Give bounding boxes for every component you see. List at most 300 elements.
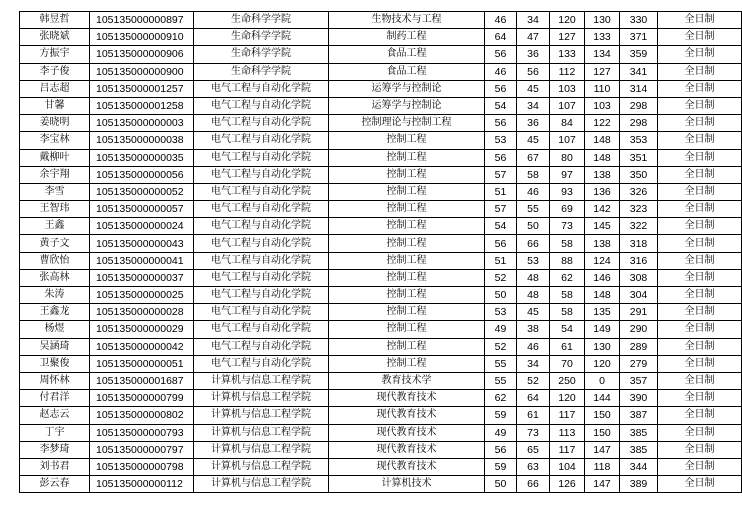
politics-score-cell: 55 <box>485 355 517 372</box>
school-cell: 生命科学学院 <box>194 63 329 80</box>
table-row <box>20 407 742 424</box>
exam-id-cell: 105135000000906 <box>90 46 194 63</box>
major-cell: 运筹学与控制论 <box>329 80 485 97</box>
subject1-score-cell: 97 <box>550 166 585 183</box>
subject1-score-cell: 54 <box>550 321 585 338</box>
total-score-cell: 316 <box>620 252 658 269</box>
exam-id-cell: 105135000001258 <box>90 97 194 114</box>
foreign-language-score-cell: 63 <box>517 458 550 475</box>
major-cell: 现代教育技术 <box>329 390 485 407</box>
exam-id-cell: 105135000000035 <box>90 149 194 166</box>
subject1-score-cell: 126 <box>550 476 585 493</box>
politics-score-cell: 50 <box>485 287 517 304</box>
major-cell: 控制工程 <box>329 218 485 235</box>
table-row <box>20 390 742 407</box>
exam-id-cell: 105135000000042 <box>90 338 194 355</box>
school-cell: 电气工程与自动化学院 <box>194 149 329 166</box>
exam-id-cell: 105135000001257 <box>90 80 194 97</box>
exam-id-cell: 105135000000052 <box>90 183 194 200</box>
politics-score-cell: 52 <box>485 338 517 355</box>
school-cell: 电气工程与自动化学院 <box>194 166 329 183</box>
study-mode-cell: 全日制 <box>658 458 742 475</box>
politics-score-cell: 56 <box>485 46 517 63</box>
major-cell: 制药工程 <box>329 29 485 46</box>
subject2-score-cell: 149 <box>585 321 620 338</box>
study-mode-cell: 全日制 <box>658 304 742 321</box>
foreign-language-score-cell: 34 <box>517 12 550 29</box>
major-cell: 控制工程 <box>329 321 485 338</box>
exam-id-cell: 105135000000025 <box>90 287 194 304</box>
exam-id-cell: 105135000000051 <box>90 355 194 372</box>
subject2-score-cell: 145 <box>585 218 620 235</box>
subject2-score-cell: 146 <box>585 269 620 286</box>
table-row <box>20 12 742 29</box>
exam-id-cell: 105135000000799 <box>90 390 194 407</box>
subject2-score-cell: 103 <box>585 97 620 114</box>
subject1-score-cell: 112 <box>550 63 585 80</box>
school-cell: 电气工程与自动化学院 <box>194 287 329 304</box>
exam-id-cell: 105135000000024 <box>90 218 194 235</box>
subject2-score-cell: 122 <box>585 115 620 132</box>
table-row <box>20 269 742 286</box>
study-mode-cell: 全日制 <box>658 390 742 407</box>
politics-score-cell: 54 <box>485 218 517 235</box>
exam-id-cell: 105135000000037 <box>90 269 194 286</box>
subject1-score-cell: 93 <box>550 183 585 200</box>
study-mode-cell: 全日制 <box>658 183 742 200</box>
major-cell: 控制理论与控制工程 <box>329 115 485 132</box>
subject2-score-cell: 110 <box>585 80 620 97</box>
subject2-score-cell: 148 <box>585 287 620 304</box>
school-cell: 计算机与信息工程学院 <box>194 390 329 407</box>
table-row <box>20 218 742 235</box>
study-mode-cell: 全日制 <box>658 269 742 286</box>
table-row <box>20 252 742 269</box>
name-cell: 吴涵琦 <box>20 338 90 355</box>
major-cell: 控制工程 <box>329 149 485 166</box>
total-score-cell: 318 <box>620 235 658 252</box>
subject1-score-cell: 120 <box>550 12 585 29</box>
name-cell: 刘书君 <box>20 458 90 475</box>
exam-id-cell: 105135000000802 <box>90 407 194 424</box>
foreign-language-score-cell: 46 <box>517 338 550 355</box>
school-cell: 计算机与信息工程学院 <box>194 476 329 493</box>
foreign-language-score-cell: 38 <box>517 321 550 338</box>
school-cell: 电气工程与自动化学院 <box>194 201 329 218</box>
study-mode-cell: 全日制 <box>658 252 742 269</box>
total-score-cell: 290 <box>620 321 658 338</box>
school-cell: 生命科学学院 <box>194 12 329 29</box>
subject1-score-cell: 58 <box>550 304 585 321</box>
table-row <box>20 441 742 458</box>
study-mode-cell: 全日制 <box>658 46 742 63</box>
politics-score-cell: 57 <box>485 166 517 183</box>
total-score-cell: 279 <box>620 355 658 372</box>
subject1-score-cell: 113 <box>550 424 585 441</box>
study-mode-cell: 全日制 <box>658 287 742 304</box>
politics-score-cell: 54 <box>485 97 517 114</box>
study-mode-cell: 全日制 <box>658 201 742 218</box>
politics-score-cell: 49 <box>485 424 517 441</box>
subject2-score-cell: 150 <box>585 424 620 441</box>
foreign-language-score-cell: 58 <box>517 166 550 183</box>
table-row <box>20 97 742 114</box>
subject2-score-cell: 133 <box>585 29 620 46</box>
foreign-language-score-cell: 48 <box>517 287 550 304</box>
total-score-cell: 326 <box>620 183 658 200</box>
major-cell: 控制工程 <box>329 183 485 200</box>
name-cell: 王智玮 <box>20 201 90 218</box>
subject1-score-cell: 70 <box>550 355 585 372</box>
exam-id-cell: 105135000000029 <box>90 321 194 338</box>
total-score-cell: 353 <box>620 132 658 149</box>
school-cell: 计算机与信息工程学院 <box>194 441 329 458</box>
major-cell: 食品工程 <box>329 63 485 80</box>
subject2-score-cell: 118 <box>585 458 620 475</box>
major-cell: 食品工程 <box>329 46 485 63</box>
table-row <box>20 321 742 338</box>
school-cell: 电气工程与自动化学院 <box>194 338 329 355</box>
subject2-score-cell: 134 <box>585 46 620 63</box>
total-score-cell: 291 <box>620 304 658 321</box>
study-mode-cell: 全日制 <box>658 218 742 235</box>
table-row <box>20 235 742 252</box>
major-cell: 控制工程 <box>329 269 485 286</box>
subject2-score-cell: 147 <box>585 441 620 458</box>
table-row <box>20 115 742 132</box>
table-row <box>20 132 742 149</box>
name-cell: 曹欣怡 <box>20 252 90 269</box>
school-cell: 生命科学学院 <box>194 29 329 46</box>
study-mode-cell: 全日制 <box>658 424 742 441</box>
exam-id-cell: 105135000000900 <box>90 63 194 80</box>
major-cell: 生物技术与工程 <box>329 12 485 29</box>
total-score-cell: 390 <box>620 390 658 407</box>
foreign-language-score-cell: 45 <box>517 304 550 321</box>
study-mode-cell: 全日制 <box>658 235 742 252</box>
subject1-score-cell: 120 <box>550 390 585 407</box>
major-cell: 现代教育技术 <box>329 424 485 441</box>
exam-id-cell: 105135000000910 <box>90 29 194 46</box>
foreign-language-score-cell: 47 <box>517 29 550 46</box>
school-cell: 计算机与信息工程学院 <box>194 424 329 441</box>
subject1-score-cell: 133 <box>550 46 585 63</box>
politics-score-cell: 59 <box>485 407 517 424</box>
study-mode-cell: 全日制 <box>658 97 742 114</box>
major-cell: 控制工程 <box>329 235 485 252</box>
subject1-score-cell: 117 <box>550 441 585 458</box>
foreign-language-score-cell: 36 <box>517 115 550 132</box>
subject2-score-cell: 120 <box>585 355 620 372</box>
school-cell: 生命科学学院 <box>194 46 329 63</box>
major-cell: 运筹学与控制论 <box>329 97 485 114</box>
name-cell: 彭云春 <box>20 476 90 493</box>
politics-score-cell: 50 <box>485 476 517 493</box>
table-row <box>20 424 742 441</box>
study-mode-cell: 全日制 <box>658 132 742 149</box>
subject1-score-cell: 107 <box>550 132 585 149</box>
foreign-language-score-cell: 53 <box>517 252 550 269</box>
subject2-score-cell: 127 <box>585 63 620 80</box>
foreign-language-score-cell: 55 <box>517 201 550 218</box>
exam-id-cell: 105135000001687 <box>90 372 194 389</box>
study-mode-cell: 全日制 <box>658 115 742 132</box>
foreign-language-score-cell: 64 <box>517 390 550 407</box>
major-cell: 控制工程 <box>329 338 485 355</box>
subject2-score-cell: 138 <box>585 166 620 183</box>
name-cell: 赵志云 <box>20 407 90 424</box>
foreign-language-score-cell: 34 <box>517 97 550 114</box>
subject2-score-cell: 148 <box>585 132 620 149</box>
foreign-language-score-cell: 45 <box>517 132 550 149</box>
table-row <box>20 201 742 218</box>
foreign-language-score-cell: 66 <box>517 235 550 252</box>
study-mode-cell: 全日制 <box>658 166 742 183</box>
major-cell: 控制工程 <box>329 201 485 218</box>
name-cell: 张高林 <box>20 269 90 286</box>
total-score-cell: 304 <box>620 287 658 304</box>
study-mode-cell: 全日制 <box>658 372 742 389</box>
name-cell: 朱涛 <box>20 287 90 304</box>
major-cell: 控制工程 <box>329 166 485 183</box>
study-mode-cell: 全日制 <box>658 80 742 97</box>
foreign-language-score-cell: 36 <box>517 46 550 63</box>
exam-id-cell: 105135000000798 <box>90 458 194 475</box>
subject2-score-cell: 0 <box>585 372 620 389</box>
name-cell: 王鑫龙 <box>20 304 90 321</box>
major-cell: 现代教育技术 <box>329 441 485 458</box>
name-cell: 吕志超 <box>20 80 90 97</box>
name-cell: 周怀林 <box>20 372 90 389</box>
subject2-score-cell: 135 <box>585 304 620 321</box>
subject2-score-cell: 148 <box>585 149 620 166</box>
total-score-cell: 344 <box>620 458 658 475</box>
major-cell: 控制工程 <box>329 355 485 372</box>
study-mode-cell: 全日制 <box>658 441 742 458</box>
total-score-cell: 371 <box>620 29 658 46</box>
subject1-score-cell: 127 <box>550 29 585 46</box>
admission-score-table <box>19 11 742 493</box>
school-cell: 电气工程与自动化学院 <box>194 97 329 114</box>
school-cell: 电气工程与自动化学院 <box>194 80 329 97</box>
exam-id-cell: 105135000000003 <box>90 115 194 132</box>
foreign-language-score-cell: 73 <box>517 424 550 441</box>
table-row <box>20 80 742 97</box>
subject2-score-cell: 136 <box>585 183 620 200</box>
subject1-score-cell: 58 <box>550 235 585 252</box>
subject1-score-cell: 58 <box>550 287 585 304</box>
exam-id-cell: 105135000000897 <box>90 12 194 29</box>
name-cell: 付君洋 <box>20 390 90 407</box>
politics-score-cell: 55 <box>485 372 517 389</box>
major-cell: 现代教育技术 <box>329 458 485 475</box>
school-cell: 计算机与信息工程学院 <box>194 407 329 424</box>
study-mode-cell: 全日制 <box>658 338 742 355</box>
major-cell: 教育技术学 <box>329 372 485 389</box>
total-score-cell: 289 <box>620 338 658 355</box>
table-row <box>20 476 742 493</box>
subject1-score-cell: 117 <box>550 407 585 424</box>
politics-score-cell: 56 <box>485 115 517 132</box>
study-mode-cell: 全日制 <box>658 149 742 166</box>
name-cell: 卫聚俊 <box>20 355 90 372</box>
foreign-language-score-cell: 34 <box>517 355 550 372</box>
subject2-score-cell: 150 <box>585 407 620 424</box>
study-mode-cell: 全日制 <box>658 476 742 493</box>
foreign-language-score-cell: 65 <box>517 441 550 458</box>
total-score-cell: 322 <box>620 218 658 235</box>
major-cell: 控制工程 <box>329 252 485 269</box>
total-score-cell: 387 <box>620 407 658 424</box>
subject1-score-cell: 80 <box>550 149 585 166</box>
school-cell: 电气工程与自动化学院 <box>194 132 329 149</box>
subject1-score-cell: 69 <box>550 201 585 218</box>
total-score-cell: 385 <box>620 441 658 458</box>
foreign-language-score-cell: 67 <box>517 149 550 166</box>
foreign-language-score-cell: 66 <box>517 476 550 493</box>
total-score-cell: 357 <box>620 372 658 389</box>
subject1-score-cell: 104 <box>550 458 585 475</box>
exam-id-cell: 105135000000057 <box>90 201 194 218</box>
table-row <box>20 304 742 321</box>
study-mode-cell: 全日制 <box>658 63 742 80</box>
politics-score-cell: 62 <box>485 390 517 407</box>
name-cell: 李梦琦 <box>20 441 90 458</box>
politics-score-cell: 57 <box>485 201 517 218</box>
study-mode-cell: 全日制 <box>658 29 742 46</box>
table-row <box>20 149 742 166</box>
study-mode-cell: 全日制 <box>658 321 742 338</box>
name-cell: 张晓斌 <box>20 29 90 46</box>
name-cell: 方振宇 <box>20 46 90 63</box>
school-cell: 电气工程与自动化学院 <box>194 355 329 372</box>
table-row <box>20 183 742 200</box>
total-score-cell: 298 <box>620 115 658 132</box>
politics-score-cell: 51 <box>485 183 517 200</box>
school-cell: 电气工程与自动化学院 <box>194 183 329 200</box>
name-cell: 戴柳叶 <box>20 149 90 166</box>
subject1-score-cell: 103 <box>550 80 585 97</box>
foreign-language-score-cell: 56 <box>517 63 550 80</box>
name-cell: 李雪 <box>20 183 90 200</box>
name-cell: 杨煜 <box>20 321 90 338</box>
politics-score-cell: 56 <box>485 441 517 458</box>
subject1-score-cell: 107 <box>550 97 585 114</box>
politics-score-cell: 53 <box>485 304 517 321</box>
subject2-score-cell: 124 <box>585 252 620 269</box>
politics-score-cell: 56 <box>485 80 517 97</box>
foreign-language-score-cell: 52 <box>517 372 550 389</box>
total-score-cell: 385 <box>620 424 658 441</box>
subject1-score-cell: 84 <box>550 115 585 132</box>
subject2-score-cell: 130 <box>585 12 620 29</box>
foreign-language-score-cell: 46 <box>517 183 550 200</box>
subject1-score-cell: 250 <box>550 372 585 389</box>
subject2-score-cell: 130 <box>585 338 620 355</box>
foreign-language-score-cell: 50 <box>517 218 550 235</box>
exam-id-cell: 105135000000056 <box>90 166 194 183</box>
school-cell: 电气工程与自动化学院 <box>194 235 329 252</box>
school-cell: 电气工程与自动化学院 <box>194 304 329 321</box>
subject1-score-cell: 61 <box>550 338 585 355</box>
major-cell: 控制工程 <box>329 287 485 304</box>
major-cell: 现代教育技术 <box>329 407 485 424</box>
table-row <box>20 29 742 46</box>
major-cell: 计算机技术 <box>329 476 485 493</box>
table-row <box>20 46 742 63</box>
school-cell: 电气工程与自动化学院 <box>194 115 329 132</box>
total-score-cell: 298 <box>620 97 658 114</box>
total-score-cell: 308 <box>620 269 658 286</box>
table-row <box>20 355 742 372</box>
foreign-language-score-cell: 61 <box>517 407 550 424</box>
table-row <box>20 338 742 355</box>
name-cell: 韩昱哲 <box>20 12 90 29</box>
table-row <box>20 63 742 80</box>
politics-score-cell: 51 <box>485 252 517 269</box>
name-cell: 余宇翔 <box>20 166 90 183</box>
major-cell: 控制工程 <box>329 304 485 321</box>
foreign-language-score-cell: 45 <box>517 80 550 97</box>
total-score-cell: 323 <box>620 201 658 218</box>
major-cell: 控制工程 <box>329 132 485 149</box>
politics-score-cell: 46 <box>485 63 517 80</box>
school-cell: 电气工程与自动化学院 <box>194 269 329 286</box>
total-score-cell: 351 <box>620 149 658 166</box>
name-cell: 姜晓明 <box>20 115 90 132</box>
name-cell: 甘馨 <box>20 97 90 114</box>
politics-score-cell: 46 <box>485 12 517 29</box>
subject1-score-cell: 73 <box>550 218 585 235</box>
exam-id-cell: 105135000000797 <box>90 441 194 458</box>
politics-score-cell: 56 <box>485 149 517 166</box>
politics-score-cell: 49 <box>485 321 517 338</box>
exam-id-cell: 105135000000038 <box>90 132 194 149</box>
politics-score-cell: 53 <box>485 132 517 149</box>
politics-score-cell: 56 <box>485 235 517 252</box>
exam-id-cell: 105135000000793 <box>90 424 194 441</box>
name-cell: 李子俊 <box>20 63 90 80</box>
study-mode-cell: 全日制 <box>658 407 742 424</box>
exam-id-cell: 105135000000043 <box>90 235 194 252</box>
exam-id-cell: 105135000000028 <box>90 304 194 321</box>
exam-id-cell: 105135000000112 <box>90 476 194 493</box>
politics-score-cell: 59 <box>485 458 517 475</box>
table-row <box>20 372 742 389</box>
subject2-score-cell: 144 <box>585 390 620 407</box>
subject2-score-cell: 138 <box>585 235 620 252</box>
politics-score-cell: 52 <box>485 269 517 286</box>
table-row <box>20 287 742 304</box>
politics-score-cell: 64 <box>485 29 517 46</box>
study-mode-cell: 全日制 <box>658 355 742 372</box>
name-cell: 王鑫 <box>20 218 90 235</box>
total-score-cell: 350 <box>620 166 658 183</box>
subject2-score-cell: 142 <box>585 201 620 218</box>
school-cell: 电气工程与自动化学院 <box>194 218 329 235</box>
total-score-cell: 341 <box>620 63 658 80</box>
school-cell: 计算机与信息工程学院 <box>194 372 329 389</box>
subject1-score-cell: 88 <box>550 252 585 269</box>
school-cell: 电气工程与自动化学院 <box>194 321 329 338</box>
table-row <box>20 458 742 475</box>
subject2-score-cell: 147 <box>585 476 620 493</box>
study-mode-cell: 全日制 <box>658 12 742 29</box>
total-score-cell: 389 <box>620 476 658 493</box>
total-score-cell: 330 <box>620 12 658 29</box>
subject1-score-cell: 62 <box>550 269 585 286</box>
total-score-cell: 359 <box>620 46 658 63</box>
